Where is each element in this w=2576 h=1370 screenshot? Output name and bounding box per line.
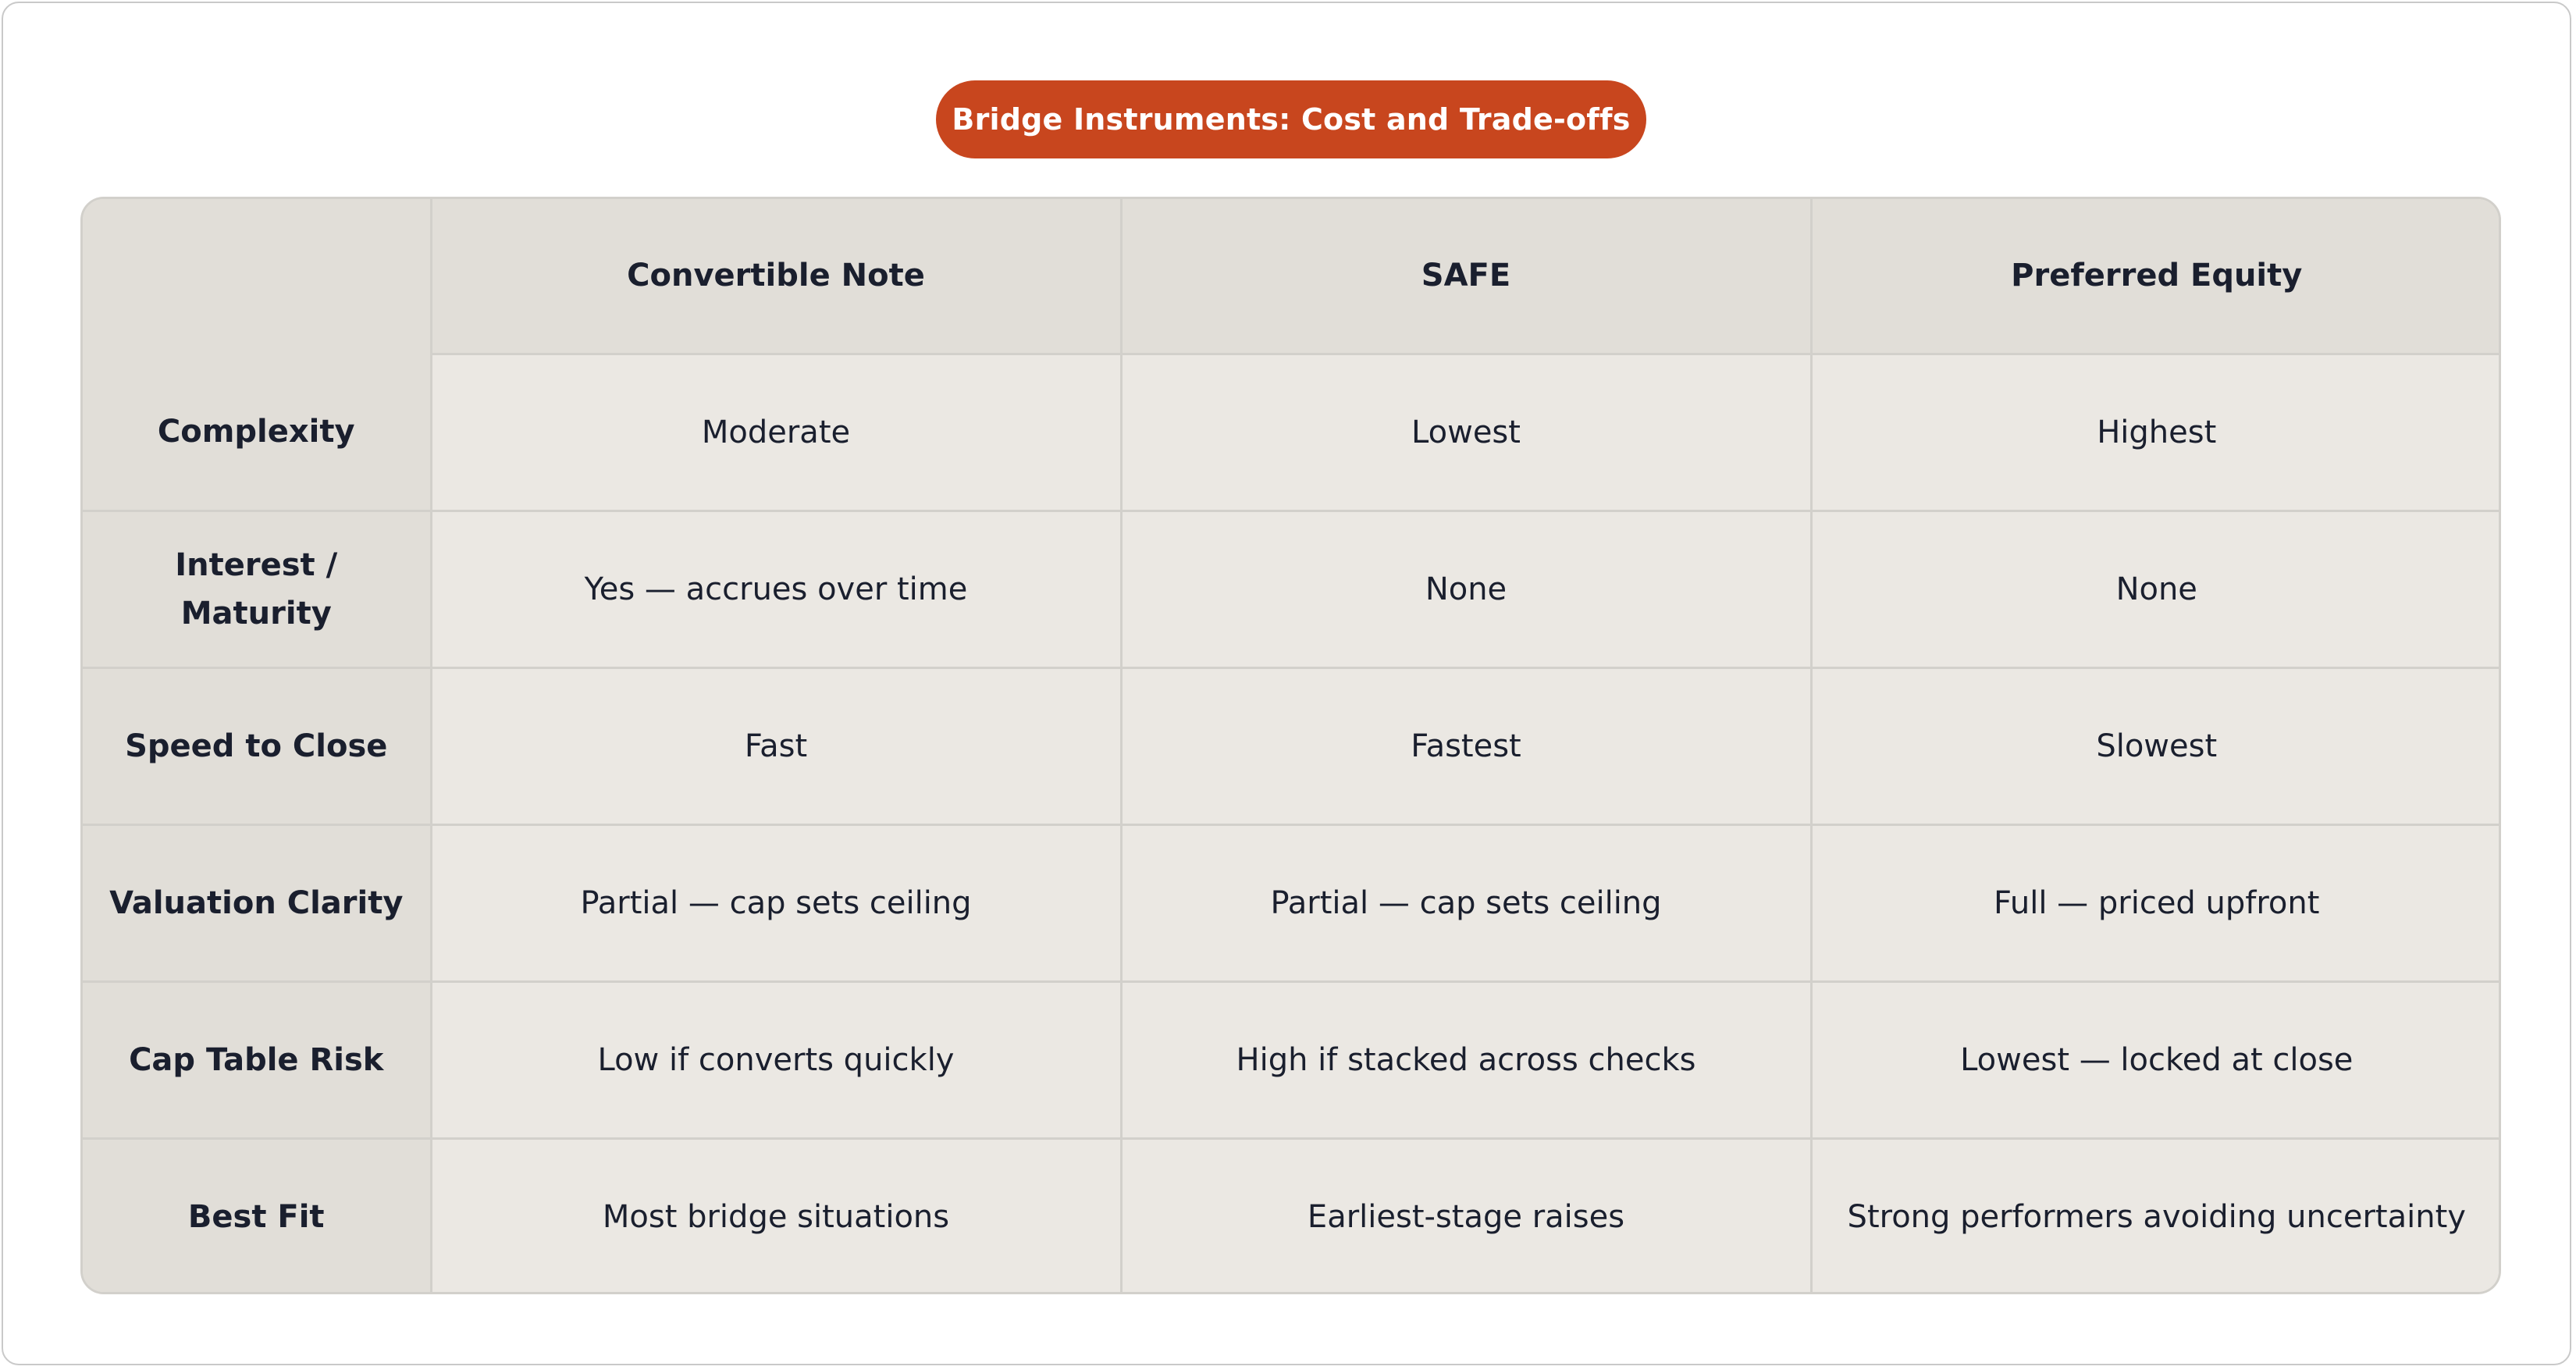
table-row [83,667,2501,824]
row-label: Complexity [83,354,431,511]
table-cell: Partial — cap sets ceiling [1121,824,1811,981]
row-label: Interest / Maturity [83,511,431,667]
table-cell: High if stacked across checks [1121,981,1811,1138]
table-cell: Lowest [1121,354,1811,511]
table-row [83,981,2501,1138]
table-cell: Low if converts quickly [431,981,1121,1138]
table-header-row [83,199,2501,354]
column-header: SAFE [1121,199,1811,354]
table-cell: None [1811,511,2501,667]
table-row [83,1138,2501,1294]
table-cell: Highest [1811,354,2501,511]
page-frame [2,2,2571,1365]
table-cell: Partial — cap sets ceiling [431,824,1121,981]
column-header: Convertible Note [431,199,1121,354]
table-row [83,824,2501,981]
comparison-table [83,199,2501,1294]
table-cell: Fast [431,667,1121,824]
table-cell: Slowest [1811,667,2501,824]
row-label: Best Fit [83,1138,431,1294]
table-row [83,511,2501,667]
table-cell: Strong performers avoiding uncertainty [1811,1138,2501,1294]
table-cell: Moderate [431,354,1121,511]
row-label: Cap Table Risk [83,981,431,1138]
table-cell: Most bridge situations [431,1138,1121,1294]
row-label: Valuation Clarity [83,824,431,981]
column-header: Preferred Equity [1811,199,2501,354]
table-cell: None [1121,511,1811,667]
comparison-table-container [80,197,2501,1294]
page-title: Bridge Instruments: Cost and Trade-offs [936,80,1646,158]
corner-cell [83,199,431,354]
row-label: Speed to Close [83,667,431,824]
table-cell: Yes — accrues over time [431,511,1121,667]
table-row [83,354,2501,511]
table-cell: Earliest-stage raises [1121,1138,1811,1294]
table-cell: Fastest [1121,667,1811,824]
table-cell: Full — priced upfront [1811,824,2501,981]
table-cell: Lowest — locked at close [1811,981,2501,1138]
